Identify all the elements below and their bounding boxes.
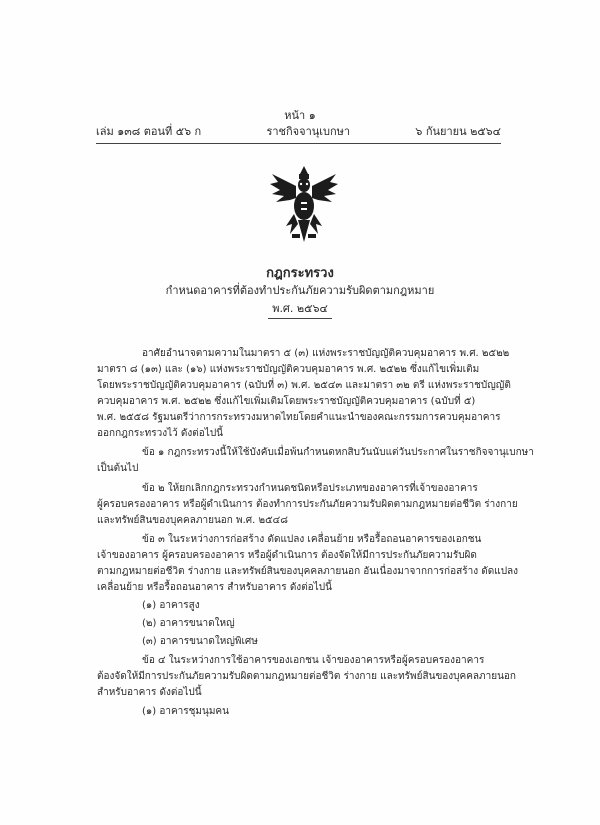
body-line: มาตรา ๘ (๑๓) และ (๑๖) แห่งพระราชบัญญัติควบคุมอาคาร พ.ศ. ๒๕๒๒ ซึ่งแก้ไขเพิ่มเติม	[97, 364, 480, 375]
gazette-header	[96, 122, 501, 140]
body-line: เจ้าของอาคาร ผู้ครอบครองอาคาร หรือผู้ดำเนินการ ต้องจัดให้มีการประกันภัยความรับผิด	[97, 550, 477, 561]
title-rule	[268, 318, 332, 319]
volume-issue: เล่ม ๑๓๘ ตอนที่ ๕๖ ก	[96, 125, 202, 138]
body-line: ออกกฎกระทรวงไว้ ดังต่อไปนี้	[97, 428, 224, 439]
gazette-name: ราชกิจจานุเบกษา	[266, 125, 351, 138]
clause-line: ข้อ ๒ ให้ยกเลิกกฎกระทรวงกำหนดชนิดหรือประเภทของอาคารที่เจ้าของอาคาร	[142, 483, 478, 494]
body-line: อาศัยอำนาจตามความในมาตรา ๕ (๓) แห่งพระราชบัญญัติควบคุมอาคาร พ.ศ. ๒๕๒๒	[142, 348, 510, 359]
document-year: พ.ศ. ๒๕๖๔	[272, 302, 328, 315]
document-title: กฎกระทรวง	[266, 266, 334, 281]
body-line: ผู้ครอบครองอาคาร หรือผู้ดำเนินการ ต้องทำการประกันภัยความรับผิดตามกฎหมายต่อชีวิต ร่างกาย	[97, 499, 518, 510]
list-item: (๑) อาคารสูง	[142, 600, 200, 611]
garuda-emblem	[268, 164, 340, 244]
body-line: ต้องจัดให้มีการประกันภัยความรับผิดตามกฎหมายต่อชีวิต ร่างกาย และทรัพย์สินของบุคคลภายนอก	[97, 671, 516, 682]
list-item: (๑) อาคารชุมนุมคน	[142, 706, 229, 717]
list-item: (๒) อาคารขนาดใหญ่	[142, 618, 235, 629]
body-line: ตามกฎหมายต่อชีวิต ร่างกาย และทรัพย์สินของบุคคลภายนอก อันเนื่องมาจากการก่อสร้าง ดัดแปลง	[97, 566, 519, 577]
body-line: เคลื่อนย้าย หรือรื้อถอนอาคาร สำหรับอาคาร ดังต่อไปนี้	[97, 582, 332, 593]
body-line: เป็นต้นไป	[97, 463, 139, 474]
clause-line: ข้อ ๔ ในระหว่างการใช้อาคารของเอกชน เจ้าของอาคารหรือผู้ครอบครองอาคาร	[142, 655, 485, 666]
publish-date: ๖ กันยายน ๒๕๖๔	[415, 125, 501, 138]
list-item: (๓) อาคารขนาดใหญ่พิเศษ	[142, 636, 258, 647]
header-divider	[96, 143, 501, 144]
body-line: สำหรับอาคาร ดังต่อไปนี้	[97, 687, 202, 698]
body-line: ควบคุมอาคาร พ.ศ. ๒๕๒๒ ซึ่งแก้ไขเพิ่มเติมโดยพระราชบัญญัติควบคุมอาคาร (ฉบับที่ ๕)	[97, 396, 476, 407]
clause-line: ข้อ ๓ ในระหว่างการก่อสร้าง ดัดแปลง เคลื่อนย้าย หรือรื้อถอนอาคารของเอกชน	[142, 534, 482, 545]
document-subtitle: กำหนดอาคารที่ต้องทำประกันภัยความรับผิดตามกฎหมาย	[165, 284, 435, 297]
body-line: โดยพระราชบัญญัติควบคุมอาคาร (ฉบับที่ ๓) พ.ศ. ๒๕๔๓ และมาตรา ๓๒ ตรี แห่งพระราชบัญญัติ	[97, 380, 511, 391]
body-line: และทรัพย์สินของบุคคลภายนอก พ.ศ. ๒๕๔๘	[97, 515, 288, 526]
clause-line: ข้อ ๑ กฎกระทรวงนี้ให้ใช้บังคับเมื่อพ้นกำหนดหกสิบวันนับแต่วันประกาศในราชกิจจานุเบกษา	[142, 447, 534, 458]
body-line: พ.ศ. ๒๕๕๘ รัฐมนตรีว่าการกระทรวงมหาดไทยโดยคำแนะนำของคณะกรรมการควบคุมอาคาร	[97, 412, 501, 423]
page-number: หน้า ๑	[284, 109, 316, 122]
